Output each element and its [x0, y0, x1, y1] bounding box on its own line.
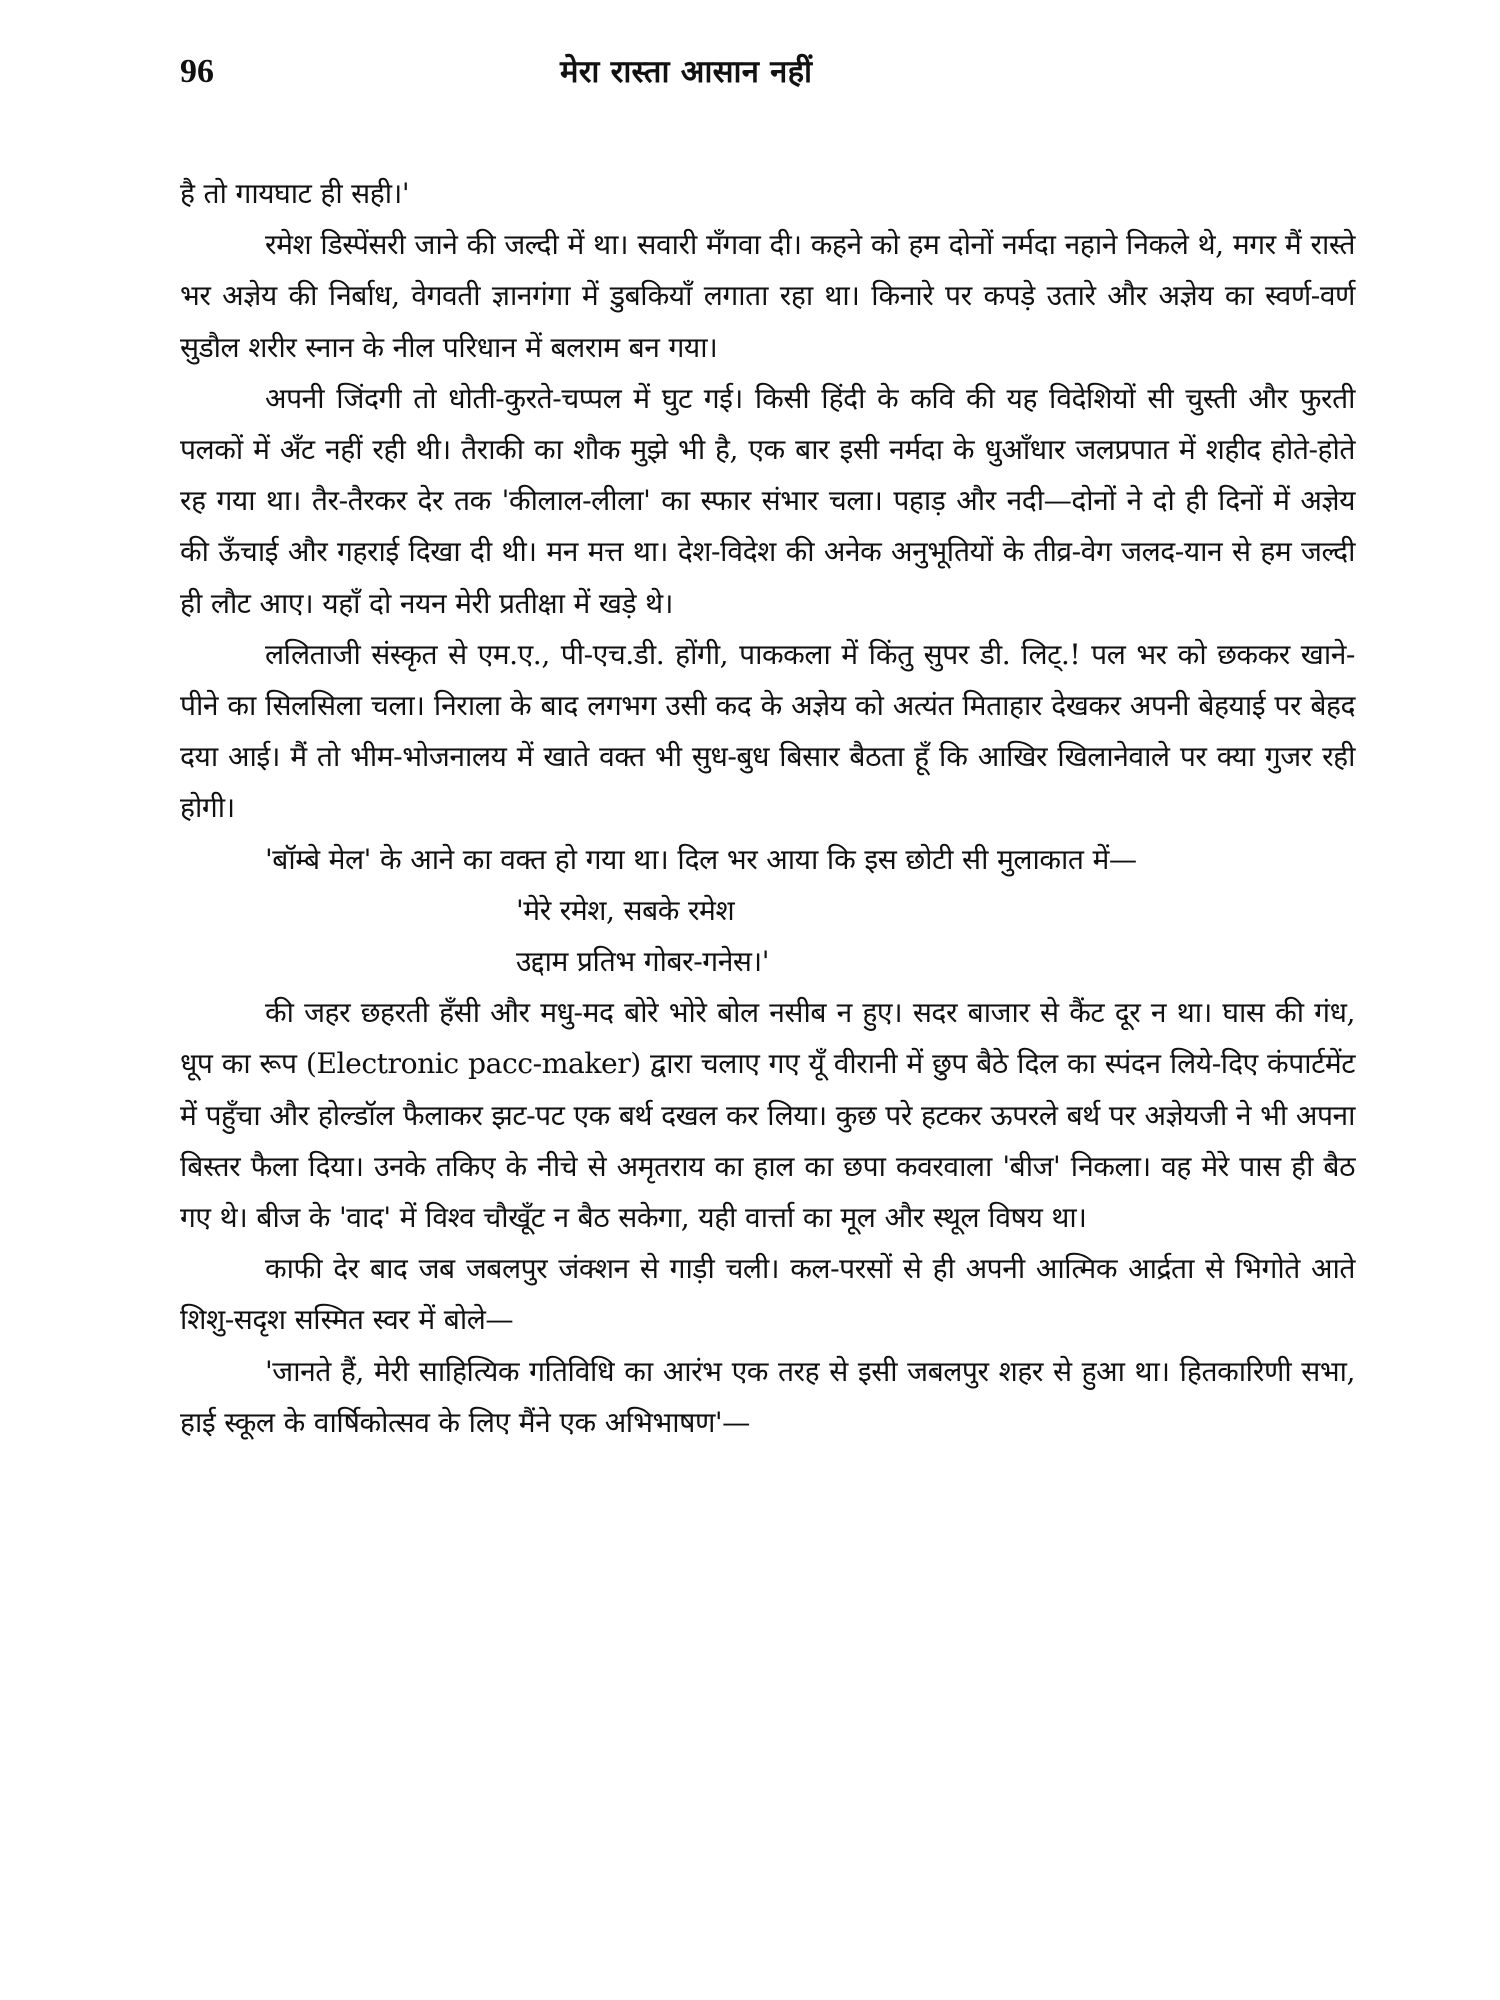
paragraph: अपनी जिंदगी तो धोती-कुरते-चप्पल में घुट गई। किसी हिंदी के कवि की यह विदेशियों सी चुस्ती और फुरती पलकों में अँट नहीं रही थी। तैराकी का शौक मुझे भी है, एक बार इसी नर्मदा के धुआँधार जलप्रपात में शहीद होते-होते रह गया था। तैर-तैरकर देर तक 'कीलाल-लीला' का स्फार संभार चला। पहाड़ और नदी—दोनों ने दो ही दिनों में अज्ञेय की ऊँचाई और गहराई दिखा दी थी। मन मत्त था। देश-विदेश की अनेक अनुभूतियों के तीव्र-वेग जलद-यान से हम जल्दी ही लौट आए। यहाँ दो नयन मेरी प्रतीक्षा में खड़े थे। [180, 381, 1355, 620]
paragraph: 'जानते हैं, मेरी साहित्यिक गतिविधि का आरंभ एक तरह से इसी जबलपुर शहर से हुआ था। हितकारिणी सभा, हाई स्कूल के वार्षिकोत्सव के लिए मैंने एक अभिभाषण'— [180, 1354, 1355, 1439]
paragraph: ललिताजी संस्कृत से एम.ए., पी-एच.डी. होंगी, पाककला में किंतु सुपर डी. लिट्.! पल भर को छककर खाने-पीने का सिलसिला चला। निराला के बाद लगभग उसी कद के अज्ञेय को अत्यंत मिताहार देखकर अपनी बेहयाई पर बेहद दया आई। मैं तो भीम-भोजनालय में खाते वक्त भी सुध-बुध बिसार बैठता हूँ कि आखिर खिलानेवाले पर क्या गुजर रही होगी। [180, 637, 1355, 825]
verse-line: 'मेरे रमेश, सबके रमेश [516, 893, 735, 927]
page-number: 96 [180, 53, 214, 90]
running-title: मेरा रास्ता आसान नहीं [560, 54, 813, 90]
body-text [180, 168, 1355, 1448]
paragraph-continuation: है तो गायघाट ही सही।' [180, 177, 410, 210]
book-page [180, 46, 1355, 1448]
paragraph: रमेश डिस्पेंसरी जाने की जल्दी में था। सवारी मँगवा दी। कहने को हम दोनों नर्मदा नहाने निकले थे, मगर मैं रास्ते भर अज्ञेय की निर्बाध, वेगवती ज्ञानगंगा में डुबकियाँ लगाता रहा था। किनारे पर कपड़े उतारे और अज्ञेय का स्वर्ण-वर्ण सुडौल शरीर स्नान के नील परिधान में बलराम बन गया। [180, 228, 1355, 364]
paragraph: काफी देर बाद जब जबलपुर जंक्शन से गाड़ी चली। कल-परसों से ही अपनी आत्मिक आर्द्रता से भिगोते आते शिशु-सदृश सस्मित स्वर में बोले— [180, 1252, 1355, 1337]
paragraph: 'बॉम्बे मेल' के आने का वक्त हो गया था। दिल भर आया कि इस छोटी सी मुलाकात में— [265, 842, 1137, 876]
paragraph: की जहर छहरती हँसी और मधु-मद बोरे भोरे बोल नसीब न हुए। सदर बाजार से कैंट दूर न था। घास की गंध, धूप का रूप (Electronic pacc-maker) द्वारा चलाए गए यूँ वीरानी में छुप बैठे दिल का स्पंदन लिये-दिए कंपार्टमेंट में पहुँचा और होल्डॉल फैलाकर झट-पट एक बर्थ दखल कर लिया। कुछ परे हटकर ऊपरले बर्थ पर अज्ञेयजी ने भी अपना बिस्तर फैला दिया। उनके तकिए के नीचे से अमृतराय का हाल का छपा कवरवाला 'बीज' निकला। वह मेरे पास ही बैठ गए थे। बीज के 'वाद' में विश्व चौखूँट न बैठ सकेगा, यही वार्त्ता का मूल और स्थूल विषय था। [180, 996, 1355, 1235]
page-header [180, 46, 1355, 106]
verse-line: उद्दाम प्रतिभ गोबर-गनेस।' [516, 945, 770, 979]
